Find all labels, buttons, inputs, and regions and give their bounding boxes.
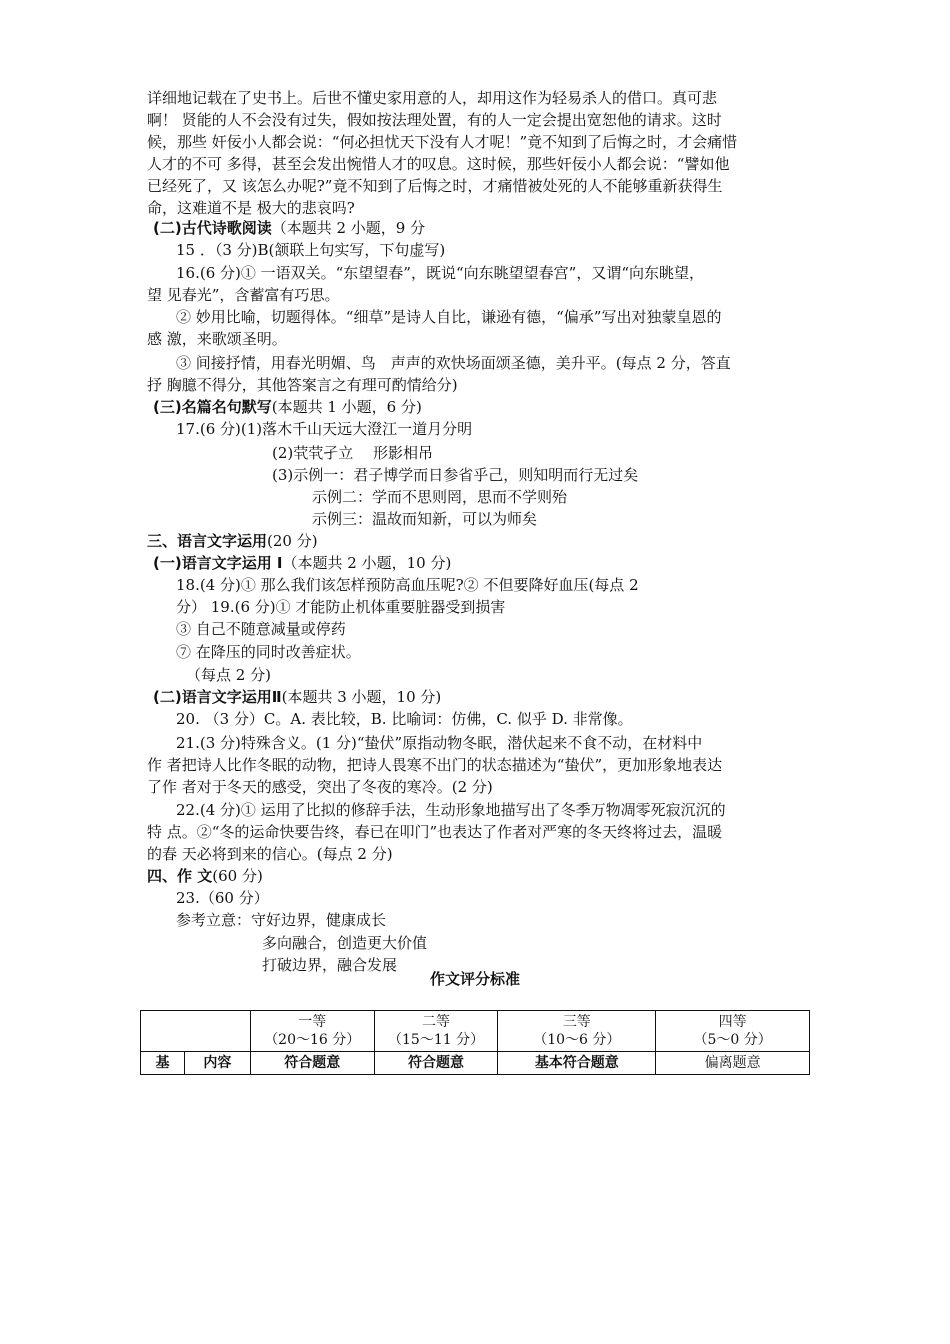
table-title: 作文评分标准 <box>429 970 520 988</box>
answer-line: 参考立意：守好边界，健康成长 <box>176 911 387 929</box>
section-heading-note: (本题共 1 小题，6 分) <box>271 398 422 416</box>
grade-name: 三等 <box>562 1014 591 1030</box>
answer-line: 多向融合，创造更大价值 <box>262 934 428 952</box>
answer-line: 16.(6 分)① 一语双关。“东望望春”，既说“向东眺望望春宫”，又谓“向东眺望， <box>176 264 704 282</box>
section-heading-title: (三)名篇名句默写 <box>153 398 272 416</box>
section-heading <box>153 218 425 238</box>
grade-header-cell <box>374 1011 498 1052</box>
answer-line: 分） 19.(6 分)① 才能防止机体重要脏器受到损害 <box>176 598 506 616</box>
grade-range: （15～11 分） <box>388 1032 485 1048</box>
answer-line: 15 ．（3 分)B(颔联上句实写，下句虚写) <box>176 241 446 259</box>
answer-line: 17.(6 分)(1)落木千山天远大澄江一道月分明 <box>176 420 473 438</box>
text-line: 啊！ 贤能的人不会没有过失，假如按法理处置，有的人一定会提出宽恕他的请求。这时 <box>147 111 722 129</box>
part-heading <box>147 531 318 551</box>
section-heading-title: (一)语言文字运用 I <box>153 554 283 572</box>
answer-line: 20. （3 分）C。A. 表比较，B. 比喻词：仿佛，C. 似乎 D. 非常像。 <box>176 710 633 728</box>
answer-line: 打破边界，融合发展 <box>262 956 398 974</box>
answer-line: 作 者把诗人比作冬眠的动物，把诗人畏寒不出门的状态描述为“蛰伏”，更加形象地表达 <box>147 756 723 774</box>
answer-line: （每点 2 分) <box>186 666 271 684</box>
answer-line: 23.（60 分） <box>176 889 269 907</box>
text-line: 已经死了，又 该怎么办呢?”竟不知到了后悔之时，才痛惜被处死的人不能够重新获得生 <box>147 177 723 195</box>
section-heading <box>153 687 441 707</box>
answer-line: ⑦ 在降压的同时改善症状。 <box>176 643 361 661</box>
table-row <box>141 1052 810 1075</box>
text-line: 详细地记载在了史书上。后世不懂史家用意的人，却用这作为轻易杀人的借口。真可悲 <box>147 89 718 107</box>
grade-content-cell: 符合题意 <box>250 1052 374 1075</box>
part-heading-title: 三、语言文字运用 <box>147 532 268 550</box>
text-line: 候，那些 奸佞小人都会说：“何必担忧天下没有人才呢！”竟不知到了后悔之时，才会痛惜 <box>147 133 738 151</box>
grade-range: （10～6 分） <box>533 1032 621 1048</box>
answer-line: 22.(4 分)① 运用了比拟的修辞手法，生动形象地描写出了冬季万物凋零死寂沉沉的 <box>176 801 726 819</box>
table-corner-cell <box>141 1011 251 1052</box>
grade-content-cell: 偏离题意 <box>656 1052 810 1075</box>
answer-line: ③ 间接抒情，用春光明媚、鸟 声声的欢快场面颂圣德，美升平。(每点 2 分，答直 <box>176 354 731 372</box>
answer-line: ② 妙用比喻，切题得体。“细草”是诗人自比，谦逊有德，“偏承”写出对独蒙皇恩的 <box>176 308 722 326</box>
answer-line: 了作 者对于冬天的感受，突出了冬夜的寒冷。(2 分) <box>147 778 493 796</box>
answer-line: 的春 天必将到来的信心。(每点 2 分) <box>147 845 393 863</box>
answer-line: 抒 胸臆不得分，其他答案言之有理可酌情给分) <box>147 376 458 394</box>
part-heading-title: 四、作 文 <box>147 867 213 885</box>
answer-line: 特 点。②“冬的运命快要告终，春已在叩门”也表达了作者对严寒的冬天终将过去，温暖 <box>147 823 723 841</box>
answer-line: 望 见春光”，含蓄富有巧思。 <box>147 286 340 304</box>
answer-line: (2)茕茕孑立 形影相吊 <box>272 444 434 462</box>
part-heading-note: (60 分) <box>212 867 263 885</box>
grade-range: （20～16 分） <box>264 1032 361 1048</box>
section-heading <box>153 397 422 417</box>
grade-content-cell: 符合题意 <box>374 1052 498 1075</box>
section-heading-title: (二)古代诗歌阅读 <box>153 219 272 237</box>
answer-line: 示例三：温故而知新，可以为师矣 <box>312 510 538 528</box>
grade-header-cell <box>250 1011 374 1052</box>
answer-line: 感 激，来歌颂圣明。 <box>147 330 287 348</box>
section-heading-title: (二)语言文字运用Ⅱ <box>153 688 282 706</box>
section-heading-note: （本题共 2 小题，9 分 <box>271 219 426 237</box>
grade-name: 四等 <box>718 1014 747 1030</box>
grade-content-cell: 基本符合题意 <box>498 1052 656 1075</box>
grading-table <box>140 1010 810 1075</box>
grade-range: （5～0 分） <box>693 1032 772 1048</box>
part-heading <box>147 866 263 886</box>
row-label-content: 内容 <box>184 1052 250 1075</box>
text-line: 命，这难道不是 极大的悲哀吗? <box>147 199 355 217</box>
section-heading-note: （本题共 2 小题，10 分) <box>282 554 452 572</box>
section-heading-note: (本题共 3 小题，10 分) <box>281 688 442 706</box>
grade-name: 二等 <box>422 1014 451 1030</box>
answer-line: 21.(3 分)特殊含义。(1 分)“蛰伏”原指动物冬眠，潜伏起来不食不动，在材料中 <box>176 734 703 752</box>
part-heading-note: (20 分) <box>267 532 318 550</box>
row-label-basic: 基 <box>141 1052 185 1075</box>
text-line: 人才的不可 多得，甚至会发出惋惜人才的叹息。这时候，那些奸佞小人都会说：“譬如他 <box>147 155 730 173</box>
grade-name: 一等 <box>298 1014 327 1030</box>
table-row <box>141 1011 810 1052</box>
answer-line: ③ 自己不随意减量或停药 <box>176 620 346 638</box>
grade-header-cell <box>656 1011 810 1052</box>
answer-line: 示例二：学而不思则罔，思而不学则殆 <box>312 488 568 506</box>
section-heading <box>153 553 451 573</box>
answer-line: 18.(4 分)① 那么我们该怎样预防高血压呢?② 不但要降好血压(每点 2 <box>176 576 639 594</box>
answer-line: (3)示例一：君子博学而日参省乎己，则知明而行无过矣 <box>272 466 639 484</box>
grade-header-cell <box>498 1011 656 1052</box>
